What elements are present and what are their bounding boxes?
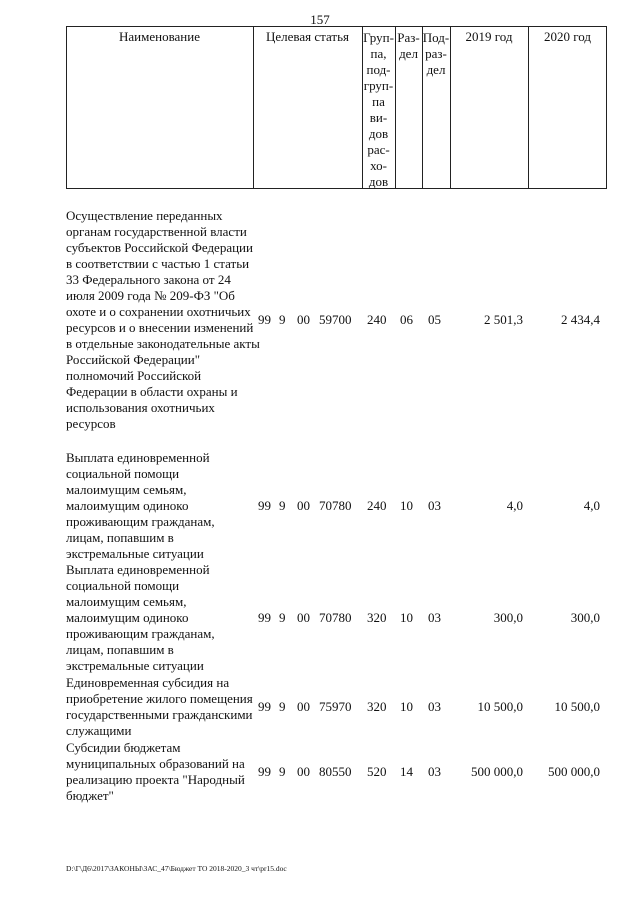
- table-header: [66, 26, 607, 189]
- amount-2020: 300,0: [570, 610, 600, 625]
- section-code: 14: [400, 764, 413, 779]
- subsection-code: 03: [428, 498, 441, 513]
- column-divider: [253, 26, 254, 189]
- target-code-3: 00: [297, 312, 310, 327]
- amount-2019: 10 500,0: [477, 699, 523, 714]
- subsection-code: 03: [428, 764, 441, 779]
- amount-2020: 2 434,4: [561, 312, 600, 327]
- header-group: Груп- па, под- груп- па ви- дов рас- хо- дов: [363, 30, 394, 189]
- header-section: Раз- дел: [397, 30, 420, 61]
- header-name: Наименование: [119, 29, 200, 44]
- target-code-3: 00: [297, 610, 310, 625]
- group-code: 240: [367, 498, 387, 513]
- target-code-2: 9: [279, 699, 286, 714]
- target-code-4: 75970: [319, 699, 352, 714]
- file-path-footer: D:\Г\Д6\2017\ЗАКОНЫ\ЗАС_47\Бюджет ТО 2018-2020_3 чт\pr15.doc: [66, 864, 287, 873]
- target-code-1: 99: [258, 699, 271, 714]
- column-divider: [528, 26, 529, 189]
- header-subsection: Под- раз- дел: [422, 30, 450, 77]
- target-code-3: 00: [297, 699, 310, 714]
- amount-2019: 300,0: [493, 610, 523, 625]
- target-code-4: 59700: [319, 312, 352, 327]
- amount-2020: 500 000,0: [548, 764, 600, 779]
- section-code: 10: [400, 699, 413, 714]
- page-number: 157: [310, 12, 330, 27]
- row-name: Выплата единовременной социальной помощи малоимущим семьям, малоимущим одиноко проживающим гражданам, лицам, попавшим в экстремальные ситуации: [66, 450, 215, 561]
- group-code: 320: [367, 610, 387, 625]
- amount-2020: 4,0: [583, 498, 600, 513]
- target-code-2: 9: [279, 610, 286, 625]
- row-name: Единовременная субсидия на приобретение жилого помещения государственными гражданскими служащими: [66, 675, 253, 738]
- amount-2020: 10 500,0: [554, 699, 600, 714]
- target-code-3: 00: [297, 764, 310, 779]
- group-code: 520: [367, 764, 387, 779]
- target-code-4: 80550: [319, 764, 352, 779]
- amount-2019: 2 501,3: [484, 312, 523, 327]
- section-code: 10: [400, 610, 413, 625]
- target-code-2: 9: [279, 312, 286, 327]
- target-code-1: 99: [258, 312, 271, 327]
- subsection-code: 03: [428, 699, 441, 714]
- row-name: Осуществление переданных органам государственной власти субъектов Российской Федерации в соответствии с частью 1 статьи 33 Федерального закона от 24 июля 2009 года № 209-ФЗ "Об охоте и о сохранении охотничьих ресурсов и о внесении изменений в отдельные законодательные акты Российской Федерации" полномочий Российской Федерации в области охраны и использования охотничьих ресурсов: [66, 208, 260, 431]
- section-code: 06: [400, 312, 413, 327]
- section-code: 10: [400, 498, 413, 513]
- header-year-2020: 2020 год: [544, 29, 591, 44]
- subsection-code: 05: [428, 312, 441, 327]
- group-code: 240: [367, 312, 387, 327]
- target-code-2: 9: [279, 764, 286, 779]
- target-code-4: 70780: [319, 498, 352, 513]
- header-year-2019: 2019 год: [465, 29, 513, 44]
- target-code-2: 9: [279, 498, 286, 513]
- target-code-4: 70780: [319, 610, 352, 625]
- group-code: 320: [367, 699, 387, 714]
- amount-2019: 4,0: [506, 498, 523, 513]
- row-name: Субсидии бюджетам муниципальных образований на реализацию проекта "Народный бюджет": [66, 740, 245, 803]
- header-target: Целевая статья: [265, 29, 349, 44]
- target-code-1: 99: [258, 610, 271, 625]
- target-code-1: 99: [258, 764, 271, 779]
- row-name: Выплата единовременной социальной помощи малоимущим семьям, малоимущим одиноко проживающим гражданам, лицам, попавшим в экстремальные ситуации: [66, 562, 215, 673]
- column-divider: [450, 26, 451, 189]
- target-code-3: 00: [297, 498, 310, 513]
- target-code-1: 99: [258, 498, 271, 513]
- subsection-code: 03: [428, 610, 441, 625]
- amount-2019: 500 000,0: [471, 764, 523, 779]
